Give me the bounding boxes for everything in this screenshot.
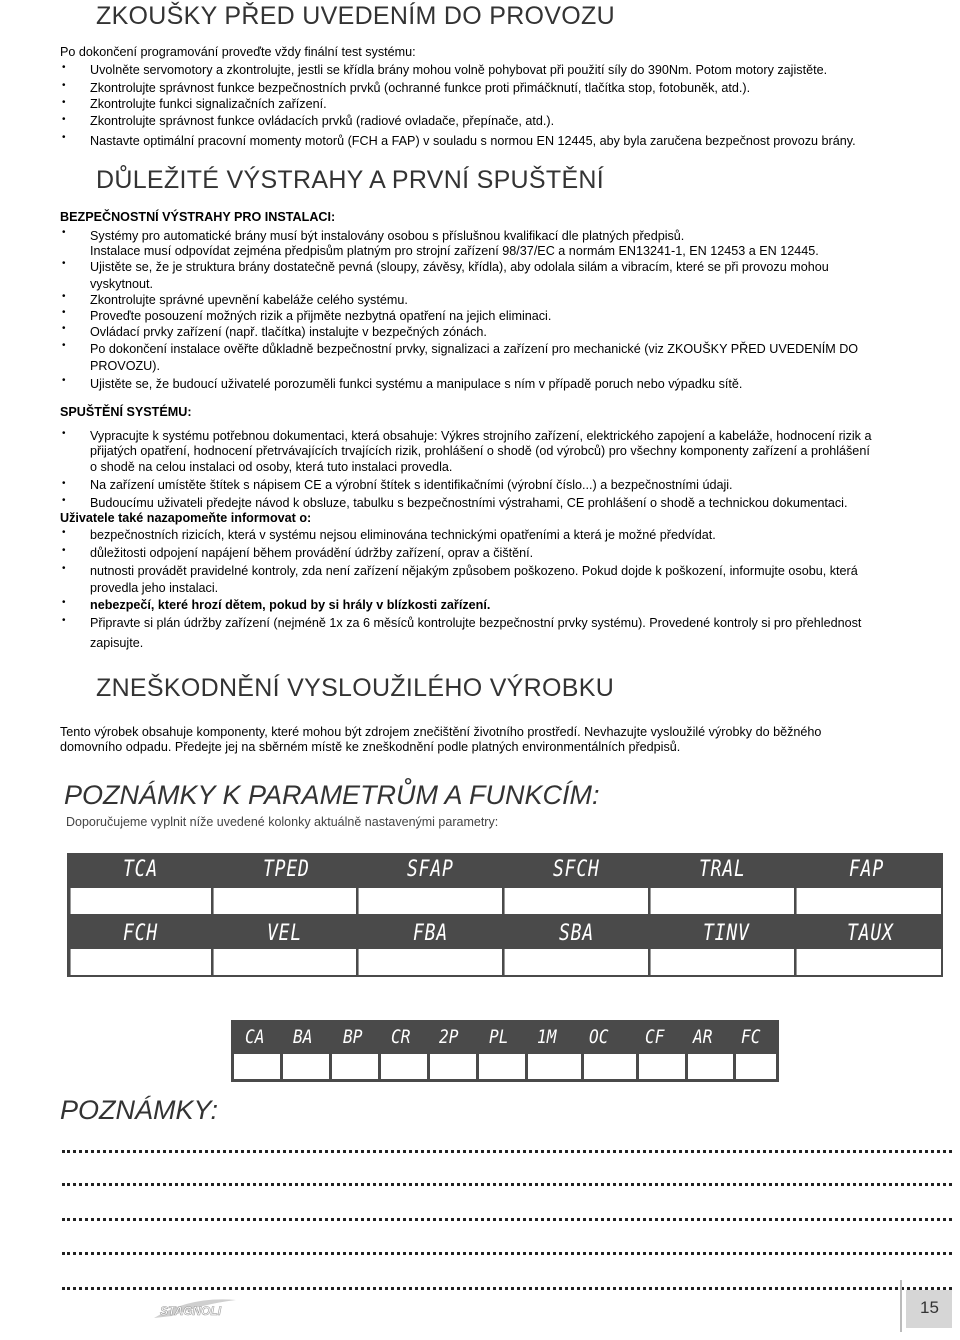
param-label: TCA (123, 857, 159, 882)
function-label: 2P (439, 1026, 459, 1048)
bullet-icon: • (62, 132, 66, 143)
param-value-field[interactable] (213, 888, 356, 914)
param-label: FCH (123, 921, 159, 946)
notes-line[interactable] (62, 1218, 952, 1221)
bullet-icon: • (62, 227, 66, 238)
bullet-icon: • (62, 597, 66, 608)
parameter-table (67, 853, 943, 977)
param-label: FAP (849, 857, 885, 882)
list-item: Zkontrolujte správné upevnění kabeláže celého systému. (90, 293, 408, 307)
notes-line[interactable] (62, 1150, 952, 1153)
function-label: FC (741, 1026, 761, 1048)
list-item: zapisujte. (90, 636, 144, 650)
function-value-field[interactable] (736, 1054, 776, 1079)
list-item: důležitosti odpojení napájení během provádění údržby zařízení, oprav a čištění. (90, 546, 534, 560)
bullet-icon: • (62, 527, 66, 538)
param-label: VEL (267, 921, 303, 946)
param-value-field[interactable] (504, 949, 648, 975)
param-value-field[interactable] (70, 949, 211, 975)
list-item: Instalace musí odpovídat zejména předpisům platným pro strojní zařízení 98/37/EC a normám EN13241-1, EN 12453 a EN 12445. (90, 244, 819, 258)
param-label: TPED (263, 857, 310, 882)
function-value-field[interactable] (639, 1054, 685, 1079)
list-item: Ujistěte se, že budoucí uživatelé porozuměli funkci systému a manipulace s ním v případě poruch nebo výpadku sítě. (90, 377, 743, 391)
param-value-field[interactable] (70, 888, 211, 914)
function-label: BP (343, 1026, 363, 1048)
list-item: nutnosti provádět pravidelné kontroly, zda není zařízení nějakým způsobem poškozeno. Pokud dojde k poškození, informujte osobu, která (90, 564, 858, 578)
function-label: AR (693, 1026, 713, 1048)
bullet-icon: • (62, 291, 66, 302)
param-label: SFCH (553, 857, 600, 882)
parameters-subtitle: Doporučujeme vyplnit níže uvedené kolonky aktuálně nastavenými parametry: (66, 815, 499, 829)
list-item: vyskytnout. (90, 277, 153, 291)
param-label: SBA (559, 921, 595, 946)
list-item: Uvolněte servomotory a zkontrolujte, jestli se křídla brány mohou volně pohybovat při použití síly do 390Nm. Potom motory zajistěte. (90, 63, 828, 77)
function-value-field[interactable] (332, 1054, 378, 1079)
bullet-icon: • (62, 340, 66, 351)
bullet-icon: • (62, 375, 66, 386)
function-label: 1M (537, 1026, 557, 1048)
param-value-field[interactable] (650, 949, 794, 975)
notes-line[interactable] (62, 1252, 952, 1255)
footer-divider (900, 1280, 902, 1332)
function-value-field[interactable] (430, 1054, 476, 1079)
bullet-icon: • (62, 114, 66, 125)
notes-line[interactable] (62, 1183, 952, 1186)
bullet-icon: • (62, 615, 66, 626)
function-value-field[interactable] (283, 1054, 329, 1079)
bullet-icon: • (62, 478, 66, 489)
subheading-startup: SPUŠTĚNÍ SYSTÉMU: (60, 405, 192, 419)
list-item: provedla jeho instalaci. (90, 581, 219, 595)
param-value-field[interactable] (358, 888, 502, 914)
page-number: 15 (920, 1298, 939, 1317)
section-title-disposal: ZNEŠKODNĚNÍ VYSLOUŽILÉHO VÝROBKU (96, 674, 615, 702)
function-label: CR (391, 1026, 411, 1048)
logo-text: STAGNOLI (160, 1304, 222, 1318)
list-item: Ujistěte se, že je struktura brány dostatečně pevná (sloupy, závěsy, křídla), aby odolala silám a vibracím, které se při provozu mohou (90, 260, 829, 274)
param-value-field[interactable] (796, 949, 941, 975)
function-value-field[interactable] (584, 1054, 636, 1079)
param-label: FBA (413, 921, 449, 946)
function-label: OC (589, 1026, 609, 1048)
list-item: bezpečnostních rizicích, která v systému nejsou eliminována technickými opatřeními a která je možné předvídat. (90, 528, 716, 542)
function-label: BA (293, 1026, 313, 1048)
list-item: o shodě na celou instalaci od osoby, která tuto instalaci provedla. (90, 460, 453, 474)
function-value-field[interactable] (479, 1054, 525, 1079)
param-value-field[interactable] (796, 888, 941, 914)
list-item: Zkontrolujte správnost funkce ovládacích prvků (radiové ovladače, přepínače, atd.). (90, 114, 555, 128)
param-label: TAUX (847, 921, 894, 946)
bullet-icon: • (62, 97, 66, 108)
param-value-field[interactable] (650, 888, 794, 914)
list-item: Proveďte posouzení možných rizik a přijměte nezbytná opatření na jejich eliminaci. (90, 309, 552, 323)
param-label: TINV (703, 921, 750, 946)
function-value-field[interactable] (688, 1054, 733, 1079)
function-label: CF (645, 1026, 665, 1048)
section-title-parameters: POZNÁMKY K PARAMETRŮM A FUNKCÍM: (64, 780, 600, 810)
subheading-inform: Uživatele také nazapomeňte informovat o: (60, 511, 312, 525)
bullet-icon: • (62, 307, 66, 318)
function-value-field[interactable] (234, 1054, 280, 1079)
bullet-icon: • (62, 495, 66, 506)
list-item: Zkontrolujte správnost funkce bezpečnostních prvků (ochranné funkce proti přimáčknutí, tlačítka stop, fotobuněk, atd.). (90, 81, 751, 95)
bullet-icon: • (62, 323, 66, 334)
function-value-field[interactable] (381, 1054, 427, 1079)
function-value-field[interactable] (528, 1054, 581, 1079)
function-label: PL (489, 1026, 509, 1048)
list-item: PROVOZU). (90, 359, 160, 373)
bullet-icon: • (62, 428, 66, 439)
section-title-warnings: DŮLEŽITÉ VÝSTRAHY A PRVNÍ SPUŠTĚNÍ (96, 166, 605, 194)
bullet-icon: • (62, 62, 66, 73)
bullet-icon: • (62, 563, 66, 574)
param-value-field[interactable] (213, 949, 356, 975)
param-value-field[interactable] (504, 888, 648, 914)
subheading-safety: BEZPEČNOSTNÍ VÝSTRAHY PRO INSTALACI: (60, 210, 336, 224)
bullet-icon: • (62, 258, 66, 269)
list-item: Nastavte optimální pracovní momenty motorů (FCH a FAP) v souladu s normou EN 12445, aby byla zaručena bezpečnost provozu brány. (90, 134, 856, 148)
bullet-icon: • (62, 80, 66, 91)
list-item: Po dokončení instalace ověřte důkladně bezpečnostní prvky, signalizaci a zařízení pro mechanické (viz ZKOUŠKY PŘED UVEDENÍM DO (90, 342, 859, 356)
bullet-icon: • (62, 545, 66, 556)
disposal-text-line: domovního odpadu. Předejte jej na sběrném místě ke zneškodnění podle platných environmentálních předpisů. (60, 740, 681, 754)
param-label: TRAL (699, 857, 746, 882)
list-item: Budoucímu uživateli předejte návod k obsluze, tabulku s bezpečnostními výstrahami, CE prohlášení o shodě a technickou dokumentaci. (90, 496, 848, 510)
list-item: Vypracujte k systému potřebnou dokumentaci, která obsahuje: Výkres strojního zařízení, elektrického zapojení a kabeláže, hodnocení rizik a (90, 429, 872, 443)
list-item: Systémy pro automatické brány musí být instalovány osobou s příslušnou kvalifikací dle platných předpisů. (90, 229, 685, 243)
list-item: Na zařízení umístěte štítek s nápisem CE a výrobní štítek s identifikačními (výrobní číslo...) a bezpečnostními údaji. (90, 478, 733, 492)
list-item: nebezpečí, které hrozí dětem, pokud by si hrály v blízkosti zařízení. (90, 598, 491, 612)
notes-line[interactable] (62, 1287, 952, 1290)
param-value-field[interactable] (358, 949, 502, 975)
list-item: Připravte si plán údržby zařízení (nejméně 1x za 6 měsíců kontrolujte bezpečnostní prvky systému). Provedené kontroly si pro přehlednost (90, 616, 862, 630)
page-number-box (906, 1290, 952, 1328)
list-item: Ovládací prvky zařízení (např. tlačítka) instalujte v bezpečných zónách. (90, 325, 487, 339)
list-item: Zkontrolujte funkci signalizačních zařízení. (90, 97, 327, 111)
section-title-tests: ZKOUŠKY PŘED UVEDENÍM DO PROVOZU (96, 2, 615, 30)
param-label: SFAP (407, 857, 454, 882)
disposal-text-line: Tento výrobek obsahuje komponenty, které mohou být zdrojem znečištění životního prostředí. Nevhazujte vysloužilé výrobky do běžného (60, 725, 822, 739)
function-label: CA (245, 1026, 265, 1048)
tests-intro: Po dokončení programování proveďte vždy finální test systému: (60, 45, 416, 59)
list-item: přijatých opatření, hodnocení přetrvávajících trvajících rizik, prohlášení o shodě (od výrobců) pro všechny komponenty zařízení a prohlášení (90, 444, 870, 458)
function-table (231, 1020, 779, 1082)
notes-title: POZNÁMKY: (60, 1095, 219, 1125)
stagnoli-logo (150, 1294, 240, 1324)
